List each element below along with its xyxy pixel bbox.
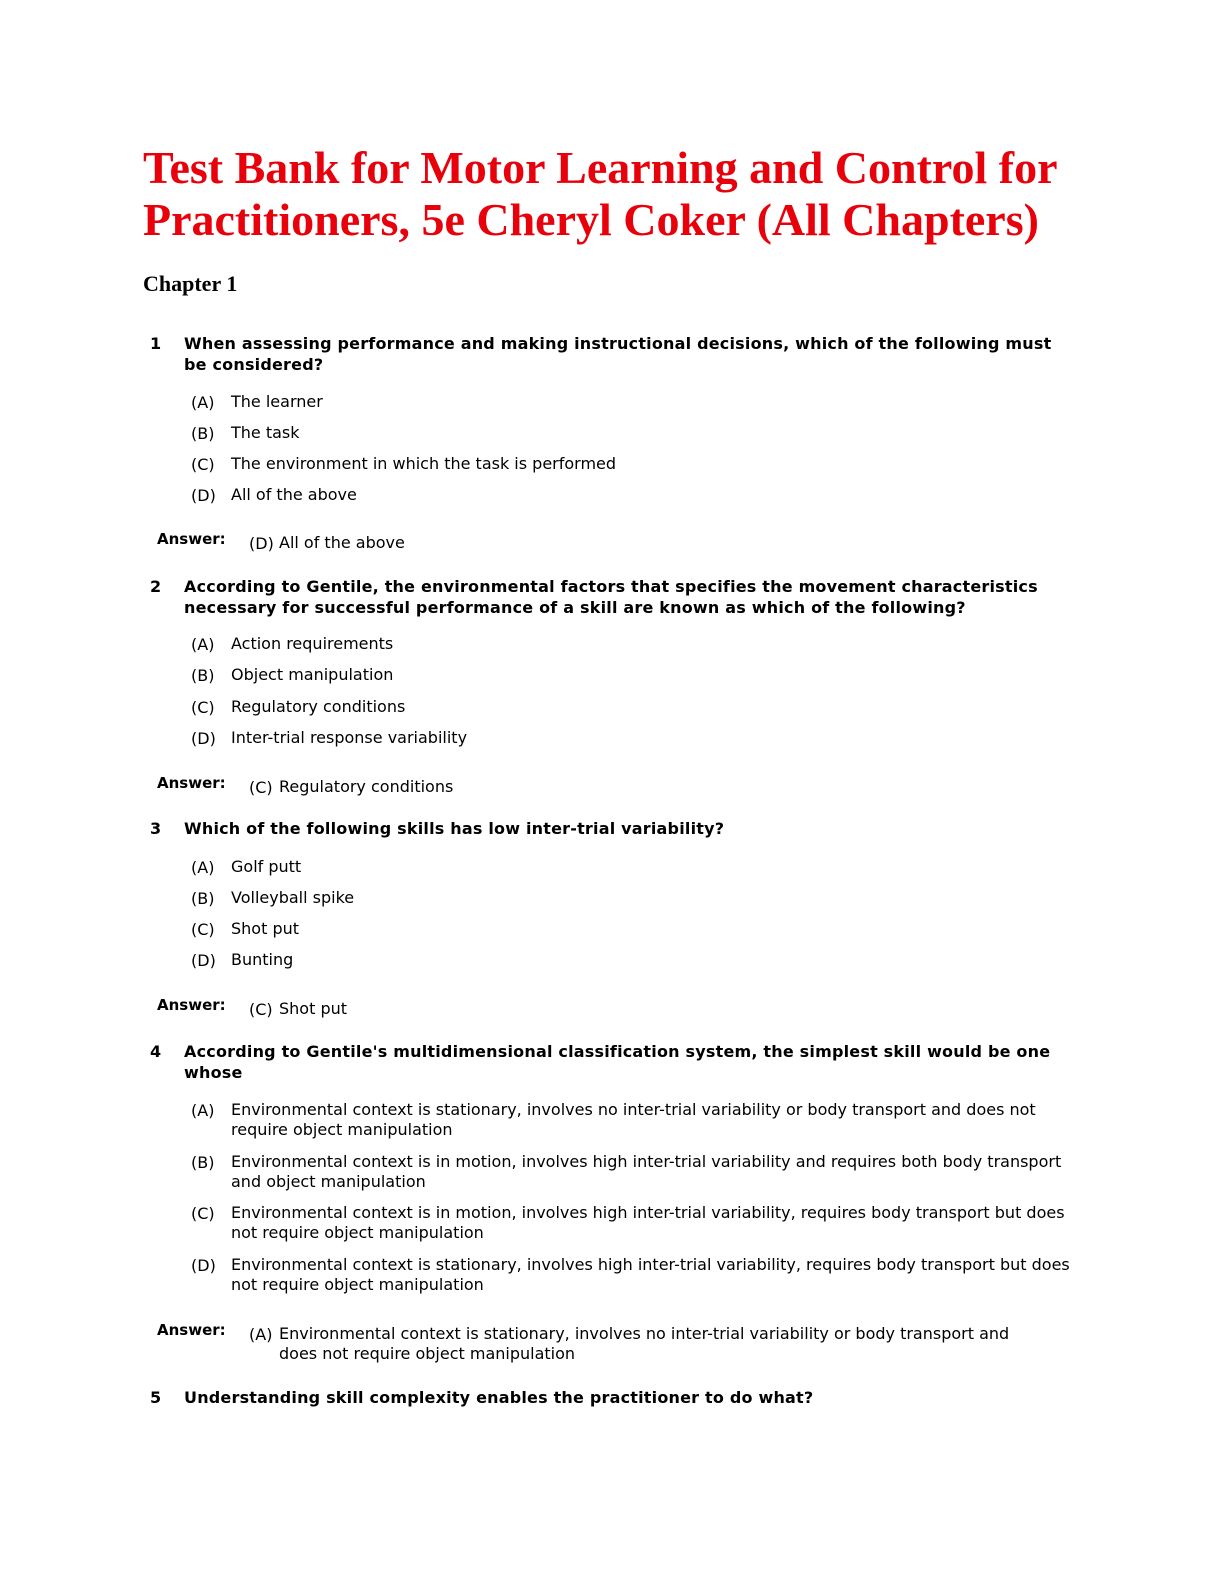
option-letter: (C) — [191, 698, 215, 717]
option-letter: (D) — [191, 951, 216, 970]
answer-label: Answer: — [157, 1321, 226, 1339]
answer-text: Regulatory conditions — [279, 777, 454, 796]
question-text: Understanding skill complexity enables the practitioner to do what? — [184, 1388, 814, 1407]
question-text: According to Gentile's multidimensional classification system, the simplest skill would be one whose — [184, 1042, 1051, 1082]
option-letter: (C) — [191, 455, 215, 474]
question-number: 4 — [150, 1042, 162, 1061]
option-letter: (A) — [191, 1101, 215, 1120]
option-text: The learner — [231, 392, 323, 411]
option-letter: (A) — [191, 858, 215, 877]
answer-label: Answer: — [157, 774, 226, 792]
question-text: Which of the following skills has low inter-trial variability? — [184, 819, 725, 838]
option-text: Environmental context is in motion, involves high inter-trial variability, requires body transport but does not require object manipulation — [231, 1203, 1065, 1242]
option-text: Regulatory conditions — [231, 697, 406, 716]
option-text: Inter-trial response variability — [231, 728, 468, 747]
question-number: 2 — [150, 577, 162, 596]
option-text: Bunting — [231, 950, 294, 969]
question-text: When assessing performance and making instructional decisions, which of the following must be considered? — [184, 334, 1052, 374]
option-text: Environmental context is stationary, involves high inter-trial variability, requires body transport but does not require object manipulation — [231, 1255, 1070, 1294]
option-text: Environmental context is in motion, involves high inter-trial variability and requires both body transport and object manipulation — [231, 1152, 1062, 1191]
option-text: Object manipulation — [231, 665, 394, 684]
option-letter: (D) — [191, 729, 216, 748]
option-text: Environmental context is stationary, involves no inter-trial variability or body transport and does not require object manipulation — [231, 1100, 1036, 1139]
question-text: According to Gentile, the environmental factors that specifies the movement characteristics necessary for successful performance of a skill are known as which of the following? — [184, 577, 1038, 617]
question-number: 5 — [150, 1388, 162, 1407]
option-text: Golf putt — [231, 857, 302, 876]
option-letter: (B) — [191, 889, 215, 908]
answer-letter: (C) — [249, 1000, 273, 1019]
answer-label: Answer: — [157, 530, 226, 548]
answer-letter: (D) — [249, 534, 274, 553]
answer-label: Answer: — [157, 996, 226, 1014]
option-letter: (D) — [191, 486, 216, 505]
answer-letter: (C) — [249, 778, 273, 797]
answer-text: Environmental context is stationary, involves no inter-trial variability or body transport and does not require object manipulation — [279, 1324, 1010, 1363]
option-letter: (C) — [191, 920, 215, 939]
option-letter: (A) — [191, 393, 215, 412]
option-text: The task — [231, 423, 300, 442]
question-number: 1 — [150, 334, 162, 353]
answer-text: Shot put — [279, 999, 348, 1018]
option-letter: (A) — [191, 635, 215, 654]
option-letter: (B) — [191, 666, 215, 685]
option-letter: (B) — [191, 424, 215, 443]
option-letter: (C) — [191, 1204, 215, 1223]
option-text: Volleyball spike — [231, 888, 355, 907]
option-text: The environment in which the task is performed — [231, 454, 617, 473]
answer-letter: (A) — [249, 1325, 273, 1344]
chapter-heading: Chapter 1 — [143, 271, 238, 296]
document-title: Test Bank for Motor Learning and Control for Practitioners, 5e Cheryl Coker (All Chapters) — [143, 142, 1057, 245]
option-text: Action requirements — [231, 634, 394, 653]
option-text: Shot put — [231, 919, 300, 938]
option-letter: (D) — [191, 1256, 216, 1275]
answer-text: All of the above — [279, 533, 405, 552]
question-number: 3 — [150, 819, 162, 838]
option-letter: (B) — [191, 1153, 215, 1172]
option-text: All of the above — [231, 485, 357, 504]
